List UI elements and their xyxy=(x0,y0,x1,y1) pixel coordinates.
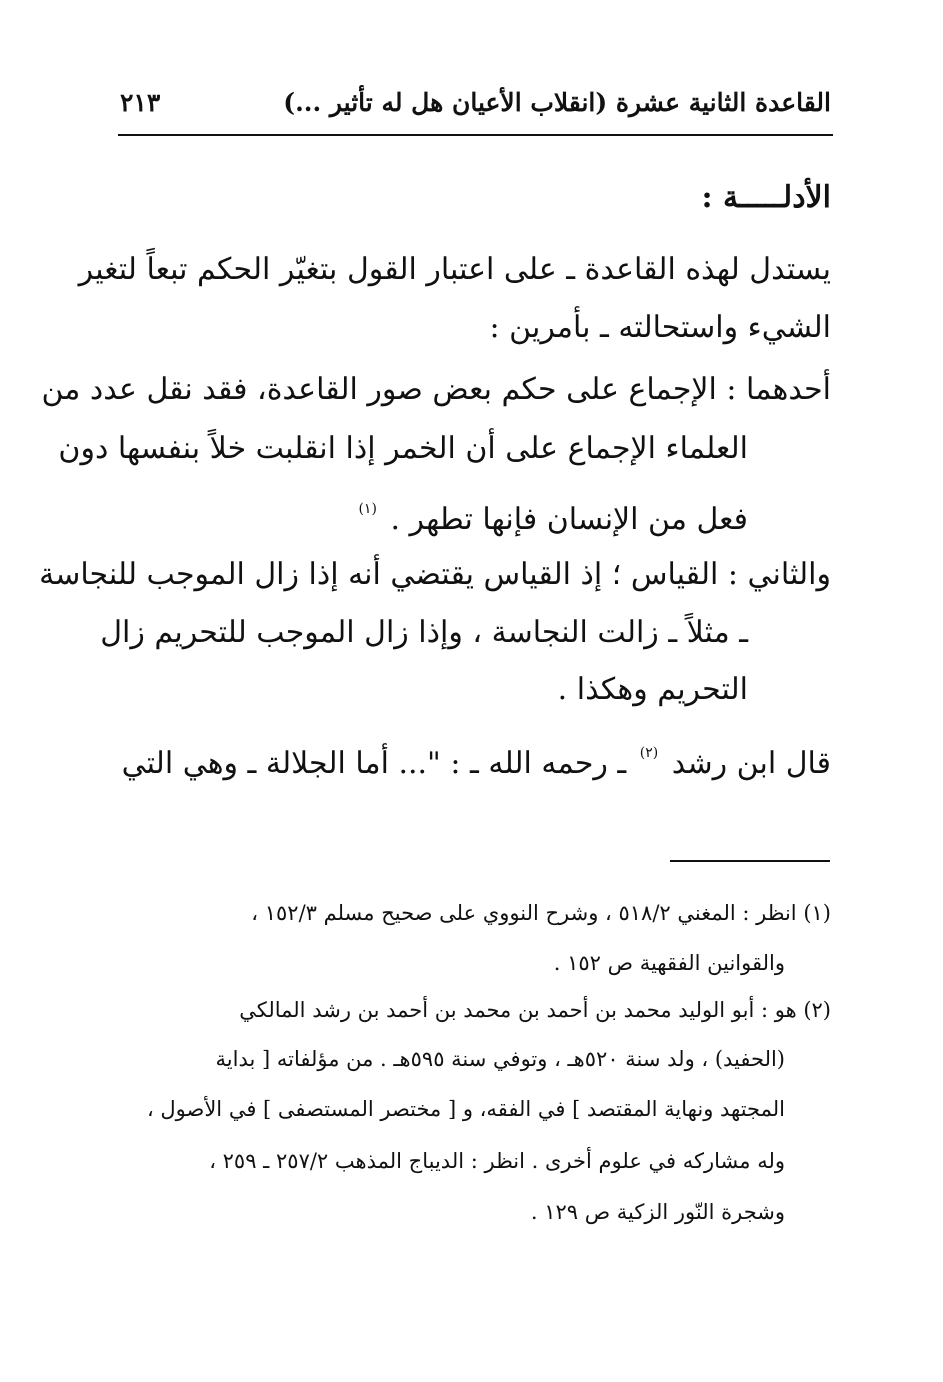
header-rule xyxy=(118,134,833,136)
paragraph-line: التحريم وهكذا . xyxy=(557,672,748,707)
running-head xyxy=(120,84,831,120)
paragraph-text: قال ابن رشد xyxy=(671,746,831,781)
footnote-line: وشجرة النّور الزكية ص ١٢٩ . xyxy=(530,1200,785,1224)
paragraph-line-with-ref xyxy=(118,733,831,784)
paragraph-text: ـ رحمه الله ـ : "... أما الجلالة ـ وهي التي xyxy=(121,746,627,781)
paragraph-line: والثاني : القياس ؛ إذ القياس يقتضي أنه إذا زال الموجب للنجاسة xyxy=(39,557,831,592)
footnote-rule xyxy=(670,860,830,862)
paragraph-text: فعل من الإنسان فإنها تطهر . xyxy=(390,502,748,537)
paragraph-line: أحدهما : الإجماع على حكم بعض صور القاعدة، فقد نقل عدد من xyxy=(41,372,831,407)
paragraph-line: ـ مثلاً ـ زالت النجاسة ، وإذا زال الموجب للتحريم زال xyxy=(100,615,748,650)
section-heading: الأدلـــــة : xyxy=(701,180,831,215)
footnote-ref: (٢) xyxy=(639,745,659,761)
footnote-ref: (١) xyxy=(358,501,377,517)
footnote-line: (الحفيد) ، ولد سنة ٥٢٠هـ ، وتوفي سنة ٥٩٥هـ . من مؤلفاته [ بداية xyxy=(215,1047,785,1071)
footnote-line: (٢) هو : أبو الوليد محمد بن أحمد بن محمد بن أحمد بن رشد المالكي xyxy=(239,998,831,1022)
paragraph-line-with-ref xyxy=(118,489,748,540)
footnote-line: المجتهد ونهاية المقتصد ] في الفقه، و [ مختصر المستصفى ] في الأصول ، xyxy=(146,1097,785,1121)
footnote-line: وله مشاركه في علوم أخرى . انظر : الديباج المذهب ٢٥٧/٢ ـ ٢٥٩ ، xyxy=(209,1149,785,1173)
page-number: ٢١٣ xyxy=(120,87,161,117)
paragraph-line: يستدل لهذه القاعدة ـ على اعتبار القول بتغيّر الحكم تبعاً لتغير xyxy=(78,252,831,287)
footnote-line: والقوانين الفقهية ص ١٥٢ . xyxy=(553,951,785,975)
footnote-line: (١) انظر : المغني ٥١٨/٢ ، وشرح النووي على صحيح مسلم ١٥٢/٣ ، xyxy=(251,901,831,925)
paragraph-line: العلماء الإجماع على أن الخمر إذا انقلبت خلاً بنفسها دون xyxy=(58,431,748,466)
running-title: القاعدة الثانية عشرة (انقلاب الأعيان هل له تأثير ...) xyxy=(283,87,831,117)
paragraph-line: الشيء واستحالته ـ بأمرين : xyxy=(489,310,831,345)
